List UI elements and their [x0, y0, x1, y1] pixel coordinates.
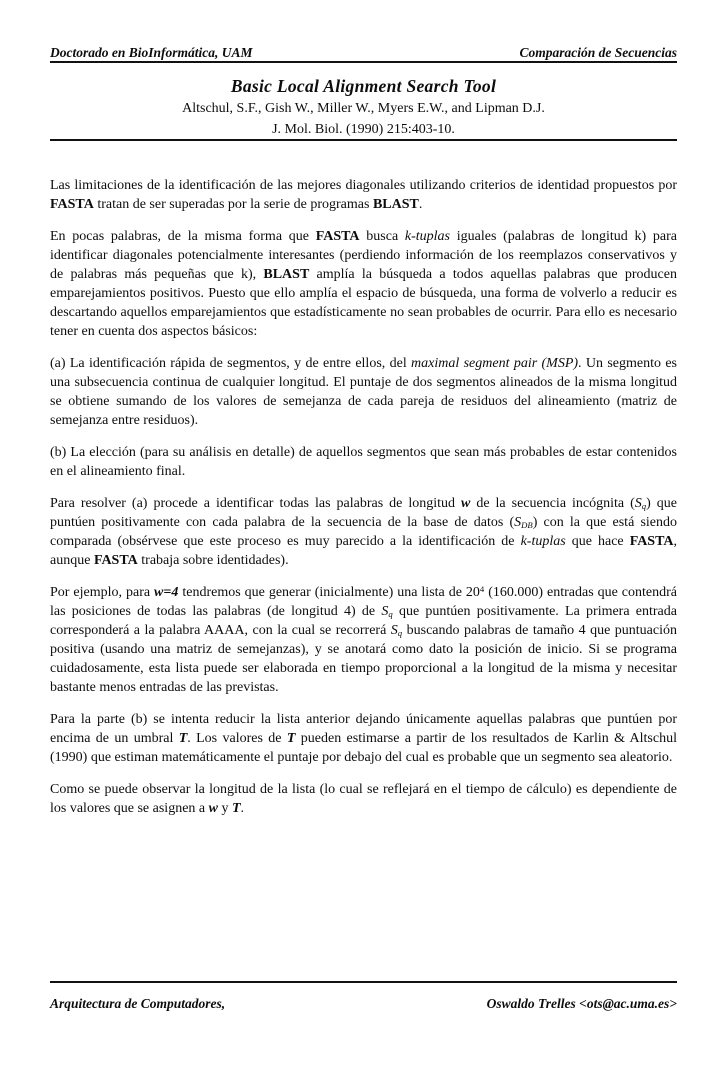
page-footer: [50, 996, 677, 1012]
paragraph: [50, 443, 677, 481]
title-block: [50, 76, 677, 139]
page-header: [50, 0, 677, 61]
text-run: ) con la que está siendo comparada (obsérvese que este proceso es muy parecido a la identificación de: [50, 515, 677, 549]
paragraph: [50, 227, 677, 341]
text-run: BLAST: [263, 267, 310, 282]
page-title: Basic Local Alignment Search Tool: [230, 76, 497, 96]
text-run: FASTA: [93, 553, 138, 568]
authors-line: Altschul, S.F., Gish W., Miller W., Myers E.W., and Lipman D.J.: [182, 101, 545, 116]
text-run: q: [641, 501, 647, 512]
text-run: , aunque: [50, 534, 678, 568]
text-run: FASTA: [50, 197, 94, 212]
text-run: Por ejemplo, para: [50, 585, 155, 600]
text-run: FASTA: [315, 229, 360, 244]
text-run: S: [381, 604, 389, 619]
text-run: Como se puede observar la longitud de la lista (lo cual se reflejará en el tiempo de cálculo) es dependiente de los valores que se asignen a: [50, 782, 677, 816]
text-run: BLAST: [372, 197, 419, 212]
paragraph: [50, 354, 677, 430]
title-rule: [50, 139, 677, 141]
text-run: FASTA: [629, 534, 674, 549]
text-run: k-tuplas: [404, 229, 450, 244]
reference-line: J. Mol. Biol. (1990) 215:403-10.: [272, 122, 455, 137]
text-run: DB: [521, 520, 533, 531]
text-run: ) que puntúen positivamente con cada palabra de la secuencia de la base de datos (: [50, 496, 677, 530]
text-run: S: [390, 623, 398, 638]
text-run: . Un segmento es una subsecuencia continua de cualquier longitud. El puntaje de dos segmentos alineados de la misma longitud se obtiene sumando de los valores de semejanza de cada pareja de residuos del alineamiento (matriz de semejanza entre residuos).: [50, 356, 677, 428]
paragraph: [50, 710, 677, 767]
text-run: que puntúen positivamente. La primera entrada corresponderá a la palabra AAAA, con la cual se recorrerá: [50, 604, 677, 638]
text-run: amplía la búsqueda a todos aquellas palabras que producen emparejamientos positivos. Puesto que ello amplía el espacio de búsqueda, una forma de volverlo a reducir es descartando aquellos emparejamientos que estadísticamente no sean probables de ocurrir. Para ello es necesario tener en cuenta dos aspectos básicos:: [50, 267, 677, 339]
page-footer-area: [50, 981, 677, 1012]
text-run: pueden estimarse a partir de los resultados de Karlin & Altschul (1990) que estiman matemáticamente el puntaje por debajo del cual es probable que un segmento sea aleatorio.: [50, 731, 677, 765]
text-run: k-tuplas: [520, 534, 566, 549]
text-run: Para la parte (b) se intenta reducir la lista anterior dejando únicamente aquellas palabras que puntúen por encima de un umbral: [50, 712, 677, 746]
text-run: w: [461, 496, 471, 511]
footer-department: Arquitectura de Computadores,: [50, 996, 226, 1011]
text-run: T: [286, 731, 296, 746]
text-run: de la secuencia incógnita (: [470, 496, 635, 511]
text-run: tratan de ser superadas por la serie de programas: [93, 197, 373, 212]
text-run: T: [178, 731, 188, 746]
text-run: busca: [359, 229, 405, 244]
paragraph: [50, 176, 677, 214]
text-run: buscando palabras de tamaño 4 que puntuación positiva (usando una matriz de semejanzas), y se anotará como dato la posición de inicio. Si se programa cuidadosamente, esta lista puede ser elaborada en tiempo proporcional a la longitud de la misma y necesitar bastante menos entradas de las previstas.: [50, 623, 677, 695]
text-run: que hace: [565, 534, 630, 549]
text-run: Para resolver (a) procede a identificar todas las palabras de longitud: [50, 496, 462, 511]
document-body: [50, 176, 677, 818]
text-run: T: [231, 801, 241, 816]
text-run: Las limitaciones de la identificación de las mejores diagonales utilizando criterios de identidad propuestos por: [50, 178, 677, 193]
text-run: q: [397, 628, 403, 639]
paragraph: [50, 583, 677, 697]
text-run: S: [514, 515, 522, 530]
text-run: (a) La identificación rápida de segmentos, y de entre ellos, del: [50, 356, 412, 371]
paragraph: [50, 494, 677, 570]
header-course: Doctorado en BioInformática, UAM: [50, 45, 253, 60]
text-run: iguales (palabras de longitud k) para identificar diagonales potencialmente interesantes (perdiendo información de los reemplazos conservativos y de palabras más pequeñas que k),: [50, 229, 677, 282]
footer-author-email: Oswaldo Trelles <ots@ac.uma.es>: [486, 996, 677, 1011]
text-run: trabaja sobre identidades).: [137, 553, 289, 568]
text-run: w: [208, 801, 218, 816]
text-run: . Los valores de: [187, 731, 287, 746]
text-run: tendremos que generar (inicialmente) una lista de 20: [178, 585, 480, 600]
text-run: w=4: [154, 585, 179, 600]
text-run: S: [634, 496, 642, 511]
paragraph: [50, 780, 677, 818]
footer-rule: [50, 981, 677, 983]
text-run: q: [388, 609, 393, 620]
text-run: (160.000) entradas que contendrá las posiciones de todas las palabras (de longitud 4) de: [50, 585, 677, 619]
text-run: En pocas palabras, de la misma forma que: [50, 229, 316, 244]
text-run: (b) La elección (para su análisis en detalle) de aquellos segmentos que sean más probables de estar contenidos en el alineamiento final.: [50, 445, 677, 479]
header-topic: Comparación de Secuencias: [519, 45, 677, 60]
text-run: y: [217, 801, 232, 816]
text-run: maximal segment pair (MSP): [411, 356, 579, 371]
text-run: .: [418, 197, 423, 212]
text-run: 4: [479, 584, 485, 595]
text-run: .: [240, 801, 245, 816]
header-rule: [50, 61, 677, 63]
